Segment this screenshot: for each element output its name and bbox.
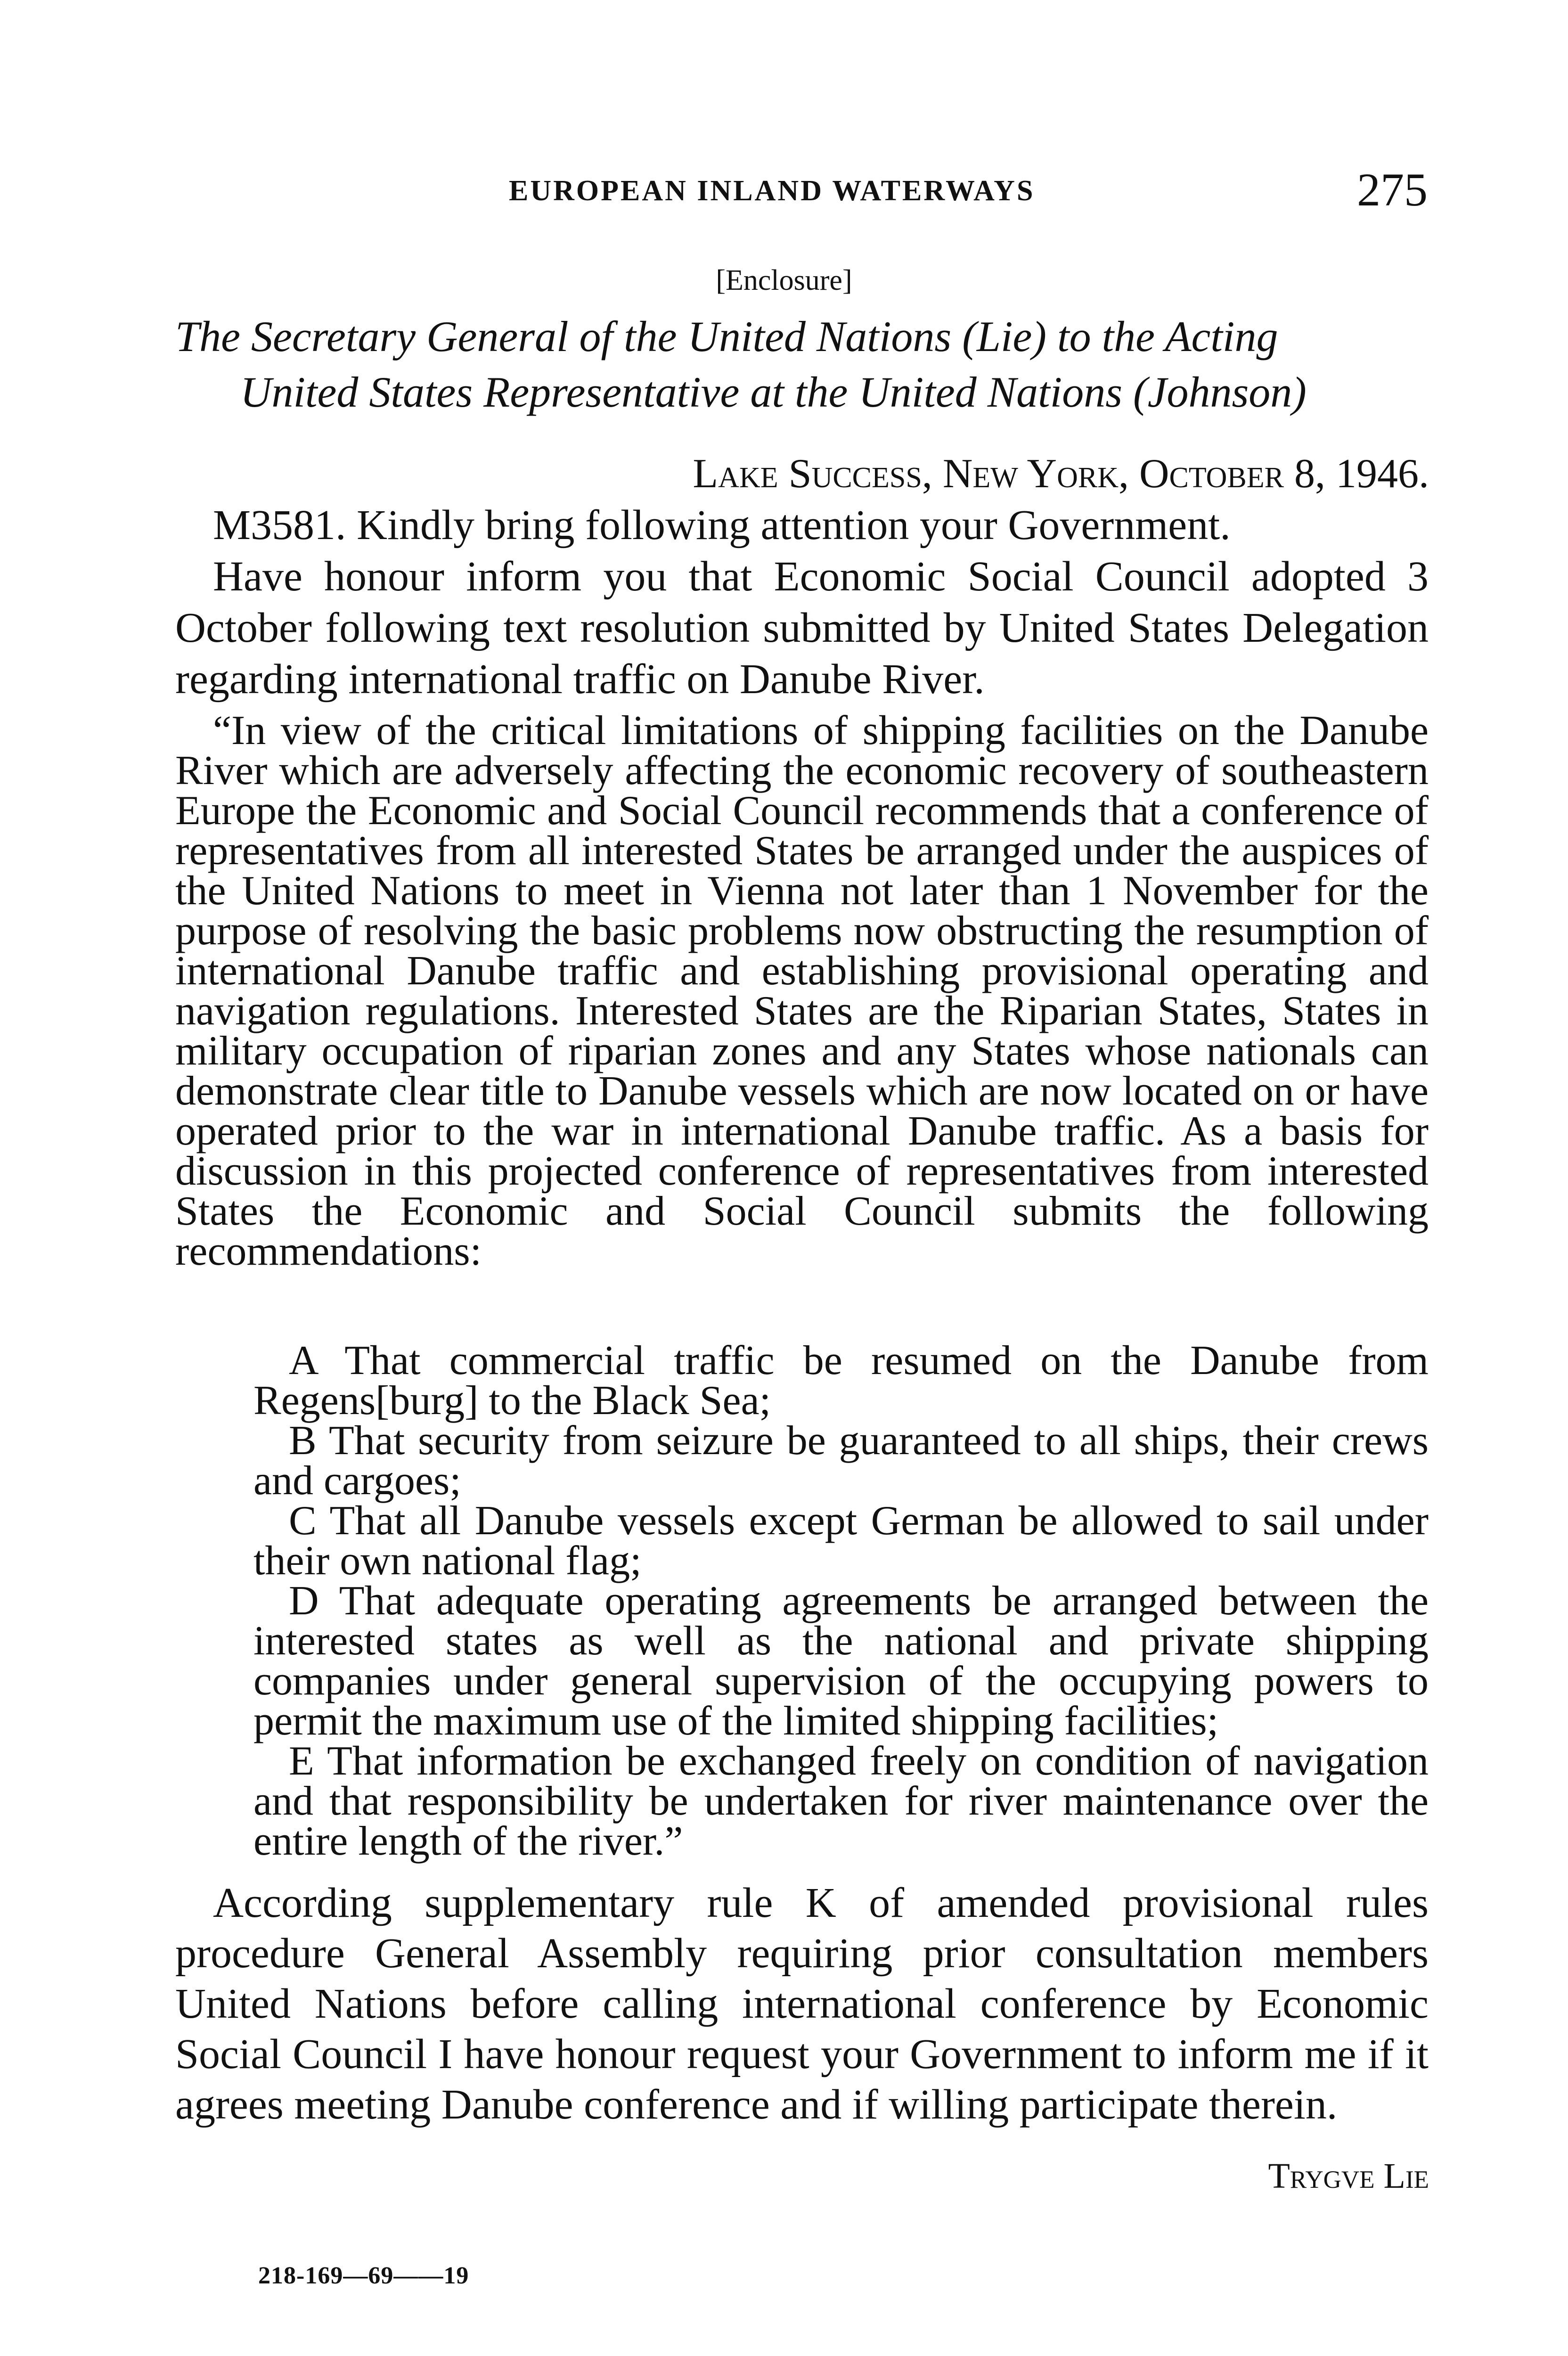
opening-paragraphs [175, 499, 1429, 705]
resolution-block [175, 708, 1429, 1274]
printer-code: 218-169—69——19 [258, 2262, 469, 2289]
signature: Trygve Lie [1268, 2156, 1429, 2196]
intro-paragraph: Have honour inform you that Economic Social Council adopted 3 October following text resolution submitted by United States Delegation regarding international traffic on Danube River. [175, 553, 1429, 703]
resolution-paragraph: “In view of the critical limitations of shipping facilities on the Danube River which are adversely affecting the economic recovery of southeastern Europe the Economic and Social Council recommends that a conference of representatives from all interested States be arranged under the auspices of the United Nations to meet in Vienna not later than 1 November for the purpose of resolving the basic problems now obstructing the resumption of international Danube traffic and establishing provisional operating and navigation regulations. Interested States are the Riparian States, States in military occupation of riparian zones and any States whose nationals can demonstrate clear title to Danube vessels which are now located on or have operated prior to the war in international Danube traffic. As a basis for discussion in this projected conference of representatives from interested States the Economic and Social Council submits the following recommendations: [175, 708, 1429, 1274]
dateline: Lake Success, New York, October 8, 1946. [693, 451, 1429, 497]
recommendation-item: A That commercial traffic be resumed on the Danube from Regens[burg] to the Black Sea; [253, 1338, 1429, 1423]
page-number: 275 [1357, 164, 1428, 216]
letter-heading-line-1: The Secretary General of the United Nations (Lie) to the Acting [175, 312, 1278, 360]
message-reference-paragraph: M3581. Kindly bring following attention your Government. [213, 502, 1231, 548]
closing-paragraph: According supplementary rule K of amended provisional rules procedure General Assembly requiring prior consultation members United Nations before calling international conference by Economic Social Council I have honour request your Government to inform me if it agrees meeting Danube conference and if willing participate therein. [175, 1880, 1429, 2128]
recommendations-list [253, 1338, 1429, 1864]
letter-heading [175, 309, 1429, 420]
recommendation-item: B That security from seizure be guaranteed to all ships, their crews and cargoes; [253, 1418, 1429, 1504]
letter-heading-line-2: United States Representative at the United Nations (Johnson) [240, 368, 1307, 416]
running-title: EUROPEAN INLAND WATERWAYS [509, 175, 1035, 207]
recommendation-item: C That all Danube vessels except German be allowed to sail under their own national flag; [253, 1498, 1429, 1584]
closing-block [175, 1878, 1429, 2130]
recommendation-item: D That adequate operating agreements be arranged between the interested states as well as the national and private shipping companies under general supervision of the occupying powers to permit the maximum use of the limited shipping facilities; [253, 1578, 1429, 1744]
enclosure-label: [Enclosure] [716, 264, 852, 296]
recommendation-item: E That information be exchanged freely on condition of navigation and that responsibility be undertaken for river maintenance over the entire length of the river.” [253, 1738, 1429, 1864]
